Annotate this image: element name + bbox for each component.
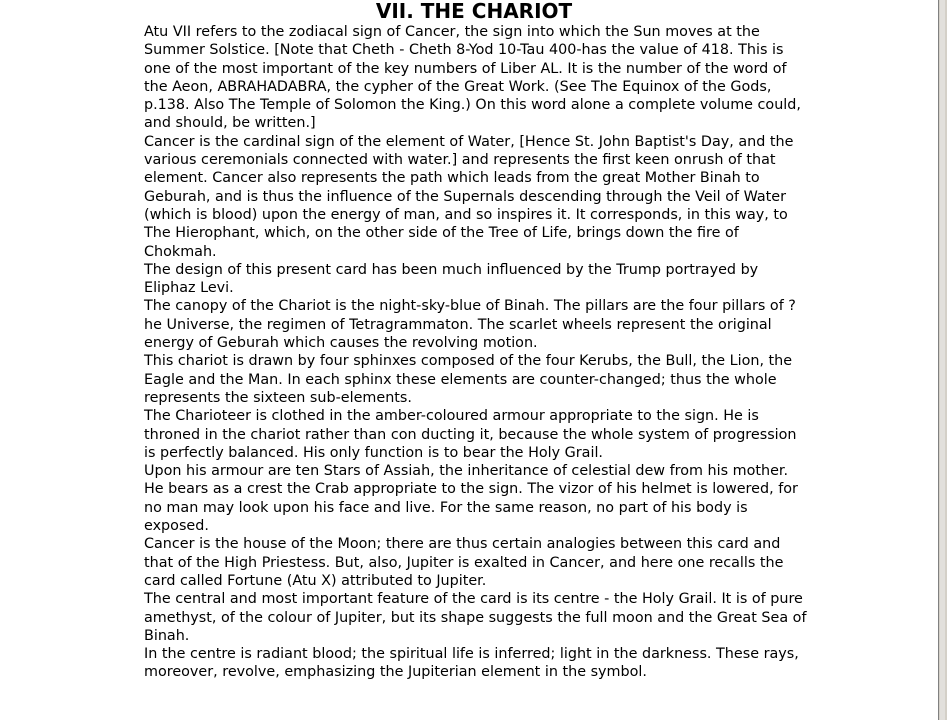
paragraph-6: The Charioteer is clothed in the amber-coloured armour appropriate to the sign. He is throned in the chariot rather than con ducting it, because the whole system of progression is perfectly balanced. His only function is to bear the Holy Grail. <box>144 408 797 461</box>
paragraph-10: The central and most important feature of the card is its centre - the Holy Grail. It is of pure amethyst, of the colour of Jupiter, but its shape suggests the full moon and the Great Sea of Binah. <box>144 591 807 644</box>
paragraph-7: Upon his armour are ten Stars of Assiah, the inheritance of celestial dew from his mother. <box>144 463 789 480</box>
page-title: VII. THE CHARIOT <box>375 0 573 23</box>
paragraph-8: He bears as a crest the Crab appropriate to the sign. The vizor of his helmet is lowered, for no man may look upon his face and live. For the same reason, no part of his body is exposed. <box>144 481 798 535</box>
document-body <box>144 23 809 682</box>
paragraph-2: Cancer is the cardinal sign of the element of Water, [Hence St. John Baptist's Day, and the various ceremonials connected with water.] and represents the first keen onrush of that element. Cancer also represents the path which leads from the great Mother Binah to Geburah, and is thus the influence of the Supernals descending through the Veil of Water (which is blood) upon the energy of man, and so inspires it. It corresponds, in this way, to The Hierophant, which, on the other side of the Tree of Life, brings down the fire of Chokmah. <box>144 133 794 260</box>
page-edge-scrollbar[interactable] <box>938 0 947 720</box>
paragraph-9: Cancer is the house of the Moon; there are thus certain analogies between this card and that of the High Priestess. But, also, Jupiter is exalted in Cancer, and here one recalls the card called Fortune (Atu X) attributed to Jupiter. <box>144 536 784 589</box>
paragraph-3: The design of this present card has been much influenced by the Trump portrayed by Eliphaz Levi. <box>144 261 759 297</box>
paragraph-11: In the centre is radiant blood; the spiritual life is inferred; light in the darkness. These rays, moreover, revolve, emphasizing the Jupiterian element in the symbol. <box>144 646 799 681</box>
paragraph-1: Atu VII refers to the zodiacal sign of Cancer, the sign into which the Sun moves at the Summer Solstice. [Note that Cheth - Cheth 8-Yod 10-Tau 400-has the value of 418. This is one of the most important of the key numbers of Liber AL. It is the number of the word of the Aeon, ABRAHADABRA, the cypher of the Great Work. (See The Equinox of the Gods, p.138. Also The Temple of Solomon the King.) On this word alone a complete volume could, and should, be written.] <box>144 24 801 132</box>
paragraph-5: This chariot is drawn by four sphinxes composed of the four Kerubs, the Bull, the Lion, the Eagle and the Man. In each sphinx these elements are counter-changed; thus the whole represents the sixteen sub-elements. <box>144 353 793 406</box>
paragraph-4: The canopy of the Chariot is the night-sky-blue of Binah. The pillars are the four pillars of ?he Universe, the regimen of Tetragrammaton. The scarlet wheels represent the original energy of Geburah which causes the revolving motion. <box>144 298 796 352</box>
